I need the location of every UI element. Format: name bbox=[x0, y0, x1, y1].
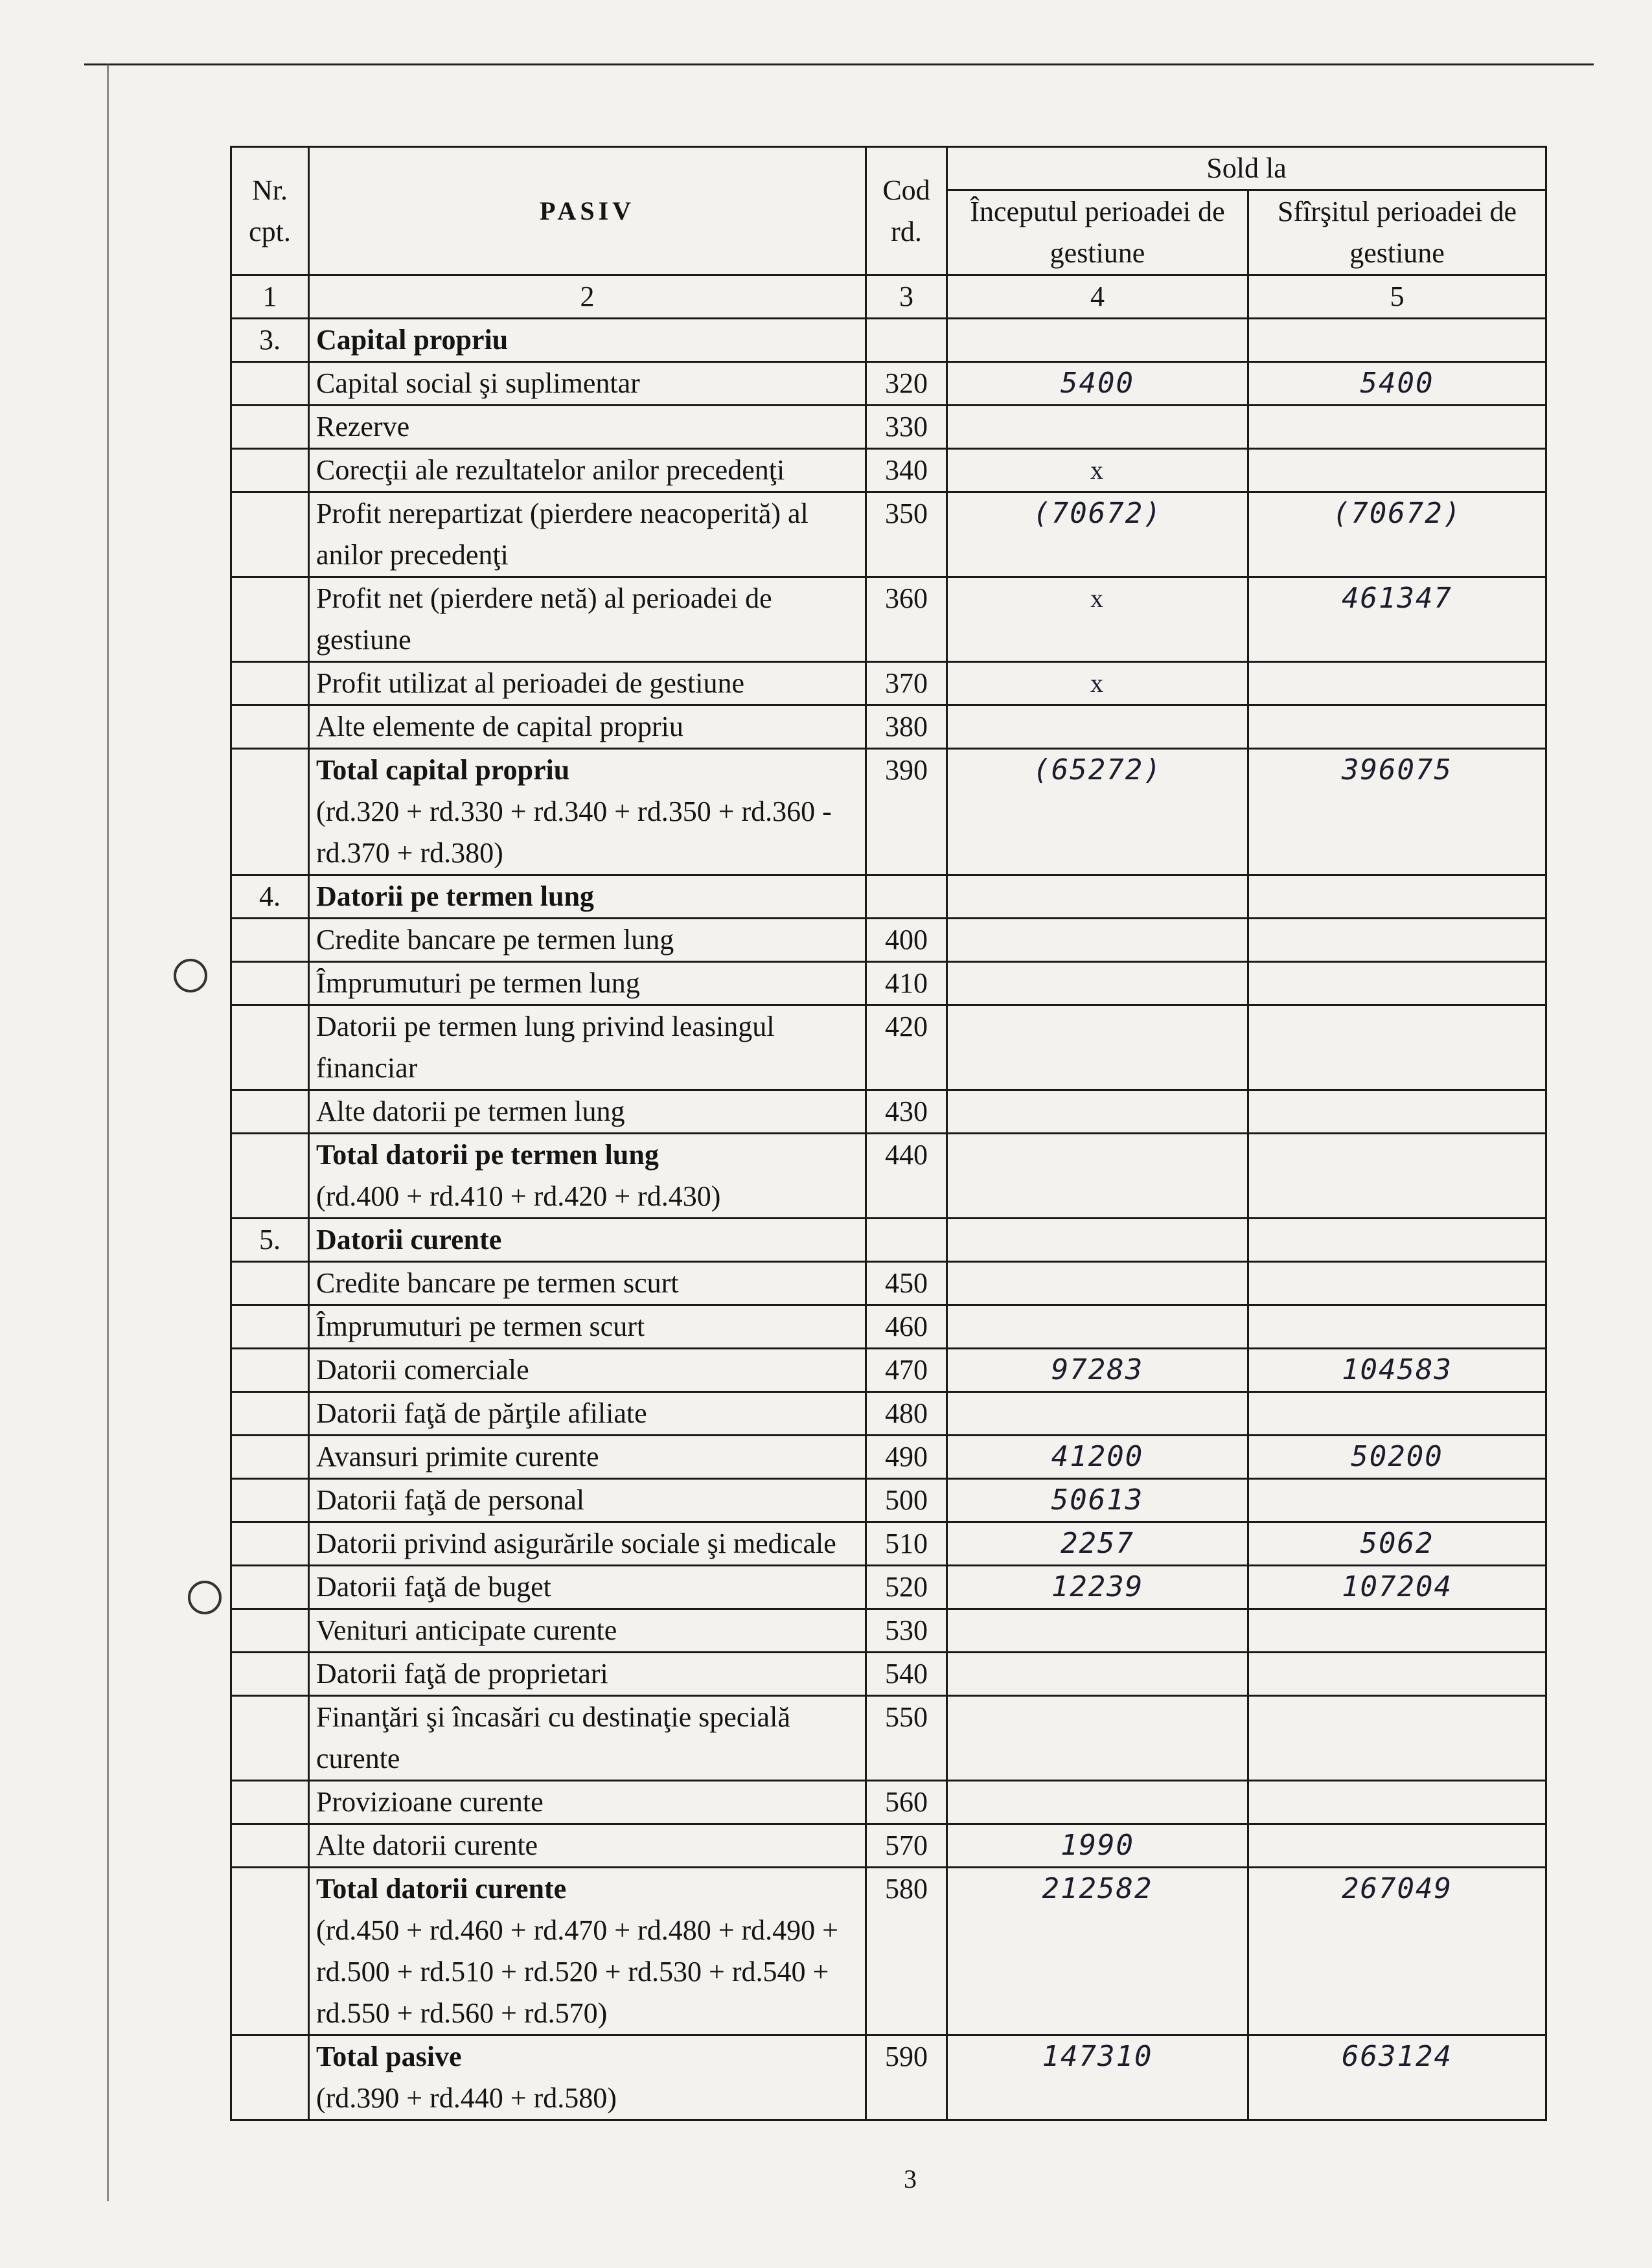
row-code bbox=[866, 319, 947, 362]
row-label bbox=[309, 2035, 866, 2120]
row-label: Datorii faţă de părţile afiliate bbox=[309, 1392, 866, 1436]
row-code: 420 bbox=[866, 1005, 947, 1090]
row-number bbox=[231, 1134, 309, 1219]
total-formula: (rd.390 + rd.440 + rd.580) bbox=[316, 2082, 617, 2114]
col-number: 1 bbox=[231, 275, 309, 319]
row-number bbox=[231, 1609, 309, 1653]
punch-hole-mark bbox=[174, 959, 207, 992]
row-code: 330 bbox=[866, 406, 947, 449]
table-row bbox=[231, 1653, 1546, 1696]
row-label: Împrumuturi pe termen scurt bbox=[309, 1305, 866, 1349]
page-number: 3 bbox=[904, 2164, 917, 2194]
table-row bbox=[231, 492, 1546, 577]
value-end-period: 50200 bbox=[1248, 1436, 1546, 1479]
row-label: Alte datorii pe termen lung bbox=[309, 1090, 866, 1134]
value-start-period: 50613 bbox=[947, 1479, 1248, 1522]
table-row bbox=[231, 705, 1546, 749]
col-number: 3 bbox=[866, 275, 947, 319]
table-row bbox=[231, 1262, 1546, 1305]
value-end-period bbox=[1248, 1781, 1546, 1824]
value-end-period bbox=[1248, 1609, 1546, 1653]
value-start-period: 147310 bbox=[947, 2035, 1248, 2120]
value-start-period bbox=[947, 1090, 1248, 1134]
row-number bbox=[231, 919, 309, 962]
value-end-period bbox=[1248, 406, 1546, 449]
row-label: Provizioane curente bbox=[309, 1781, 866, 1824]
table-row bbox=[231, 449, 1546, 492]
row-code bbox=[866, 875, 947, 919]
header-inceput: Începutul perioadei de gestiune bbox=[947, 190, 1248, 275]
value-end-period bbox=[1248, 705, 1546, 749]
value-start-period: 1990 bbox=[947, 1824, 1248, 1868]
row-code: 490 bbox=[866, 1436, 947, 1479]
row-code: 410 bbox=[866, 962, 947, 1005]
row-code: 390 bbox=[866, 749, 947, 875]
row-code: 360 bbox=[866, 577, 947, 662]
row-label: Profit utilizat al perioadei de gestiune bbox=[309, 662, 866, 705]
header-pasiv: PASIV bbox=[309, 147, 866, 275]
row-label bbox=[309, 749, 866, 875]
row-code: 460 bbox=[866, 1305, 947, 1349]
table-row bbox=[231, 1824, 1546, 1868]
header-cod-rd: Cod rd. bbox=[866, 147, 947, 275]
value-end-period: 5400 bbox=[1248, 362, 1546, 406]
table-body bbox=[231, 319, 1546, 2120]
row-number bbox=[231, 1090, 309, 1134]
total-label: Total datorii curente bbox=[316, 1873, 567, 1905]
row-code: 470 bbox=[866, 1349, 947, 1392]
value-start-period: 97283 bbox=[947, 1349, 1248, 1392]
row-label: Alte datorii curente bbox=[309, 1824, 866, 1868]
table-row bbox=[231, 577, 1546, 662]
value-start-period bbox=[947, 1219, 1248, 1262]
row-label: Rezerve bbox=[309, 406, 866, 449]
total-label: Total datorii pe termen lung bbox=[316, 1139, 659, 1171]
value-start-period: x bbox=[947, 577, 1248, 662]
row-number bbox=[231, 449, 309, 492]
table-row bbox=[231, 406, 1546, 449]
row-code: 560 bbox=[866, 1781, 947, 1824]
row-label: Corecţii ale rezultatelor anilor precedenţi bbox=[309, 449, 866, 492]
row-code: 400 bbox=[866, 919, 947, 962]
row-number bbox=[231, 406, 309, 449]
value-start-period: 5400 bbox=[947, 362, 1248, 406]
table-row bbox=[231, 1868, 1546, 2035]
value-start-period bbox=[947, 319, 1248, 362]
row-number bbox=[231, 1868, 309, 2035]
row-label: Profit nerepartizat (pierdere neacoperită) al anilor precedenţi bbox=[309, 492, 866, 577]
row-number bbox=[231, 1696, 309, 1781]
row-code: 450 bbox=[866, 1262, 947, 1305]
total-formula: (rd.320 + rd.330 + rd.340 + rd.350 + rd.360 - rd.370 + rd.380) bbox=[316, 796, 832, 869]
value-start-period bbox=[947, 875, 1248, 919]
value-end-period bbox=[1248, 919, 1546, 962]
value-start-period bbox=[947, 1134, 1248, 1219]
row-number: 5. bbox=[231, 1219, 309, 1262]
row-code: 320 bbox=[866, 362, 947, 406]
value-start-period: 2257 bbox=[947, 1522, 1248, 1566]
col-number: 2 bbox=[309, 275, 866, 319]
row-label: Împrumuturi pe termen lung bbox=[309, 962, 866, 1005]
row-label: Finanţări şi încasări cu destinaţie specială curente bbox=[309, 1696, 866, 1781]
value-end-period: 396075 bbox=[1248, 749, 1546, 875]
binding-margin-line bbox=[107, 63, 109, 2201]
table-row bbox=[231, 319, 1546, 362]
table-row bbox=[231, 1566, 1546, 1609]
value-end-period bbox=[1248, 1219, 1546, 1262]
header-nr-cpt: Nr. cpt. bbox=[231, 147, 309, 275]
row-number bbox=[231, 1781, 309, 1824]
row-code: 370 bbox=[866, 662, 947, 705]
row-label: Datorii curente bbox=[309, 1219, 866, 1262]
value-end-period: (70672) bbox=[1248, 492, 1546, 577]
row-number bbox=[231, 1653, 309, 1696]
table-row bbox=[231, 1005, 1546, 1090]
row-number bbox=[231, 962, 309, 1005]
row-code: 350 bbox=[866, 492, 947, 577]
row-label: Venituri anticipate curente bbox=[309, 1609, 866, 1653]
value-start-period bbox=[947, 919, 1248, 962]
value-end-period bbox=[1248, 1005, 1546, 1090]
value-end-period bbox=[1248, 962, 1546, 1005]
row-number bbox=[231, 492, 309, 577]
row-code bbox=[866, 1219, 947, 1262]
row-number bbox=[231, 1005, 309, 1090]
table-row bbox=[231, 1609, 1546, 1653]
row-label: Credite bancare pe termen lung bbox=[309, 919, 866, 962]
row-code: 540 bbox=[866, 1653, 947, 1696]
row-code: 510 bbox=[866, 1522, 947, 1566]
row-number bbox=[231, 362, 309, 406]
total-label: Total capital propriu bbox=[316, 754, 570, 786]
header-sfirsit: Sfîrşitul perioadei de gestiune bbox=[1248, 190, 1546, 275]
value-end-period bbox=[1248, 1305, 1546, 1349]
value-start-period bbox=[947, 962, 1248, 1005]
top-rule bbox=[84, 63, 1594, 65]
value-end-period bbox=[1248, 662, 1546, 705]
row-label: Capital propriu bbox=[309, 319, 866, 362]
value-end-period bbox=[1248, 1696, 1546, 1781]
table-row bbox=[231, 1134, 1546, 1219]
row-label: Alte elemente de capital propriu bbox=[309, 705, 866, 749]
value-end-period bbox=[1248, 1090, 1546, 1134]
value-start-period bbox=[947, 1305, 1248, 1349]
table-row bbox=[231, 362, 1546, 406]
table-row bbox=[231, 962, 1546, 1005]
punch-hole-mark bbox=[188, 1581, 222, 1614]
value-end-period bbox=[1248, 1134, 1546, 1219]
table-row bbox=[231, 1305, 1546, 1349]
pasiv-balance-table bbox=[230, 146, 1547, 2121]
row-number bbox=[231, 662, 309, 705]
value-end-period bbox=[1248, 449, 1546, 492]
row-code: 480 bbox=[866, 1392, 947, 1436]
row-number bbox=[231, 1262, 309, 1305]
col-number: 5 bbox=[1248, 275, 1546, 319]
table-row bbox=[231, 875, 1546, 919]
table-row bbox=[231, 1349, 1546, 1392]
row-number bbox=[231, 2035, 309, 2120]
value-start-period: (70672) bbox=[947, 492, 1248, 577]
column-number-row bbox=[231, 275, 1546, 319]
row-number bbox=[231, 1436, 309, 1479]
table-row bbox=[231, 1436, 1546, 1479]
table-row bbox=[231, 1392, 1546, 1436]
value-start-period bbox=[947, 1781, 1248, 1824]
value-end-period bbox=[1248, 1262, 1546, 1305]
value-end-period: 461347 bbox=[1248, 577, 1546, 662]
total-formula: (rd.400 + rd.410 + rd.420 + rd.430) bbox=[316, 1180, 721, 1212]
value-end-period: 5062 bbox=[1248, 1522, 1546, 1566]
row-code: 430 bbox=[866, 1090, 947, 1134]
value-end-period: 267049 bbox=[1248, 1868, 1546, 2035]
table-row bbox=[231, 1090, 1546, 1134]
value-start-period bbox=[947, 1005, 1248, 1090]
header-sold-la: Sold la bbox=[947, 147, 1546, 190]
table-row bbox=[231, 1522, 1546, 1566]
row-number bbox=[231, 705, 309, 749]
row-label: Credite bancare pe termen scurt bbox=[309, 1262, 866, 1305]
value-end-period: 663124 bbox=[1248, 2035, 1546, 2120]
value-start-period bbox=[947, 705, 1248, 749]
row-label: Datorii comerciale bbox=[309, 1349, 866, 1392]
value-end-period: 107204 bbox=[1248, 1566, 1546, 1609]
value-start-period bbox=[947, 406, 1248, 449]
value-start-period bbox=[947, 1262, 1248, 1305]
value-start-period bbox=[947, 1609, 1248, 1653]
row-label: Avansuri primite curente bbox=[309, 1436, 866, 1479]
value-start-period: 212582 bbox=[947, 1868, 1248, 2035]
row-number bbox=[231, 1392, 309, 1436]
row-number bbox=[231, 1522, 309, 1566]
table-row bbox=[231, 1479, 1546, 1522]
table-row bbox=[231, 662, 1546, 705]
row-code: 570 bbox=[866, 1824, 947, 1868]
row-code: 530 bbox=[866, 1609, 947, 1653]
value-end-period bbox=[1248, 1479, 1546, 1522]
table-row bbox=[231, 919, 1546, 962]
table-row bbox=[231, 1219, 1546, 1262]
table-row bbox=[231, 2035, 1546, 2120]
value-start-period bbox=[947, 1392, 1248, 1436]
row-number bbox=[231, 1479, 309, 1522]
row-label: Profit net (pierdere netă) al perioadei de gestiune bbox=[309, 577, 866, 662]
row-number: 4. bbox=[231, 875, 309, 919]
row-number bbox=[231, 1824, 309, 1868]
value-start-period bbox=[947, 1696, 1248, 1781]
value-start-period: 12239 bbox=[947, 1566, 1248, 1609]
row-label bbox=[309, 1868, 866, 2035]
value-end-period bbox=[1248, 1824, 1546, 1868]
value-start-period: 41200 bbox=[947, 1436, 1248, 1479]
row-label bbox=[309, 1134, 866, 1219]
row-number bbox=[231, 1349, 309, 1392]
col-number: 4 bbox=[947, 275, 1248, 319]
row-code: 550 bbox=[866, 1696, 947, 1781]
value-end-period bbox=[1248, 1653, 1546, 1696]
row-code: 520 bbox=[866, 1566, 947, 1609]
value-end-period bbox=[1248, 875, 1546, 919]
value-end-period bbox=[1248, 319, 1546, 362]
total-formula: (rd.450 + rd.460 + rd.470 + rd.480 + rd.490 + rd.500 + rd.510 + rd.520 + rd.530 + rd.540 + rd.550 + rd.560 + rd.570) bbox=[316, 1914, 838, 2029]
row-number bbox=[231, 577, 309, 662]
table-row bbox=[231, 1781, 1546, 1824]
table-row bbox=[231, 749, 1546, 875]
value-start-period: x bbox=[947, 662, 1248, 705]
row-code: 340 bbox=[866, 449, 947, 492]
row-label: Datorii faţă de proprietari bbox=[309, 1653, 866, 1696]
row-label: Capital social şi suplimentar bbox=[309, 362, 866, 406]
row-label: Datorii faţă de buget bbox=[309, 1566, 866, 1609]
row-number: 3. bbox=[231, 319, 309, 362]
row-label: Datorii faţă de personal bbox=[309, 1479, 866, 1522]
value-start-period: x bbox=[947, 449, 1248, 492]
row-label: Datorii pe termen lung bbox=[309, 875, 866, 919]
row-code: 500 bbox=[866, 1479, 947, 1522]
row-code: 380 bbox=[866, 705, 947, 749]
row-code: 440 bbox=[866, 1134, 947, 1219]
row-code: 580 bbox=[866, 1868, 947, 2035]
value-start-period: (65272) bbox=[947, 749, 1248, 875]
value-end-period: 104583 bbox=[1248, 1349, 1546, 1392]
table-row bbox=[231, 1696, 1546, 1781]
row-label: Datorii pe termen lung privind leasingul financiar bbox=[309, 1005, 866, 1090]
row-number bbox=[231, 1305, 309, 1349]
total-label: Total pasive bbox=[316, 2041, 462, 2072]
row-label: Datorii privind asigurările sociale şi medicale bbox=[309, 1522, 866, 1566]
row-number bbox=[231, 1566, 309, 1609]
value-start-period bbox=[947, 1653, 1248, 1696]
value-end-period bbox=[1248, 1392, 1546, 1436]
row-number bbox=[231, 749, 309, 875]
row-code: 590 bbox=[866, 2035, 947, 2120]
